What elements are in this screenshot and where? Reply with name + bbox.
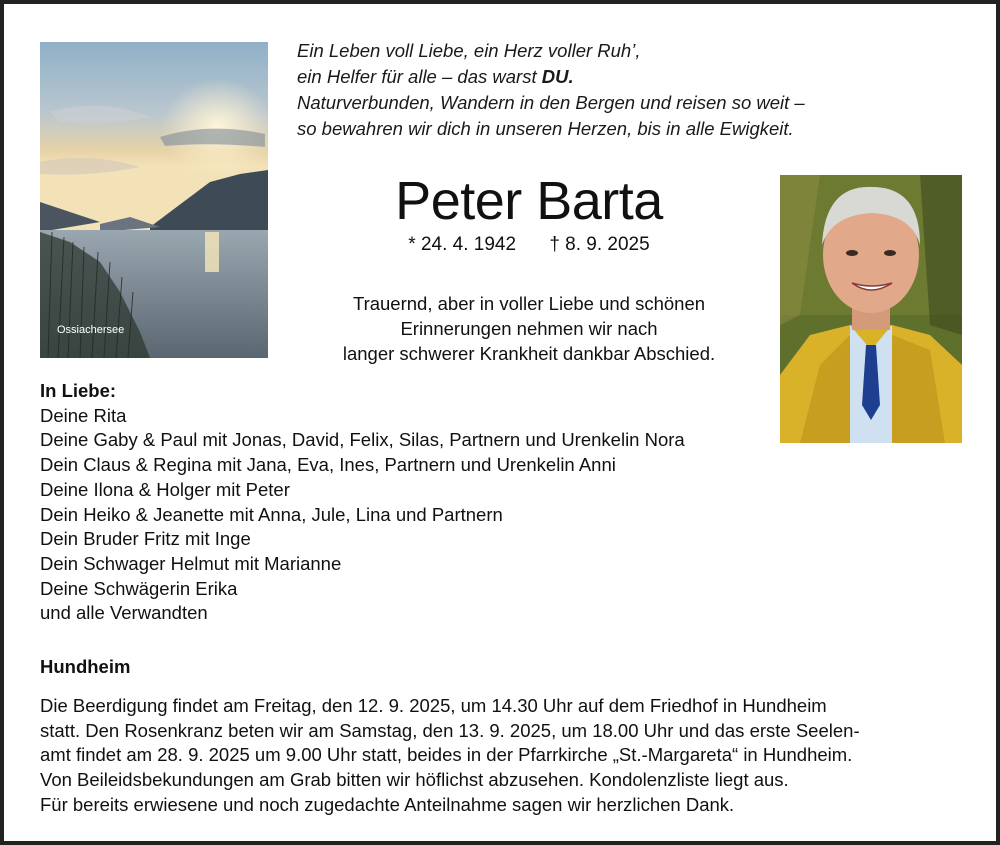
death-date: † 8. 9. 2025: [549, 234, 650, 255]
mourner-line: Deine Gaby & Paul mit Jonas, David, Felix, Silas, Partnern und Urenkelin Nora: [40, 429, 685, 451]
mourner-line: Dein Heiko & Jeanette mit Anna, Jule, Lina und Partnern: [40, 503, 503, 525]
birth-date: * 24. 4. 1942: [408, 234, 517, 255]
mourner-line: Deine Ilona & Holger mit Peter: [40, 478, 290, 500]
life-dates: [284, 232, 774, 258]
mourning-line: Erinnerungen nehmen wir nach: [400, 318, 658, 339]
notice-line: Von Beileidsbekundungen am Grab bitten wir höflichst abzusehen. Kondolenzliste liegt aus.: [40, 769, 789, 791]
poem-line: so bewahren wir dich in unseren Herzen, bis in alle Ewigkeit.: [297, 118, 794, 139]
funeral-notice: [40, 694, 970, 818]
mourner-line: Dein Claus & Regina mit Jana, Eva, Ines, Partnern und Urenkelin Anni: [40, 454, 616, 476]
mourner-line: Deine Schwägerin Erika: [40, 577, 238, 599]
mourner-line: Dein Bruder Fritz mit Inge: [40, 528, 251, 550]
photo-caption: Ossiachersee: [57, 324, 125, 336]
mourners-list: [40, 379, 780, 626]
lake-landscape-image: [40, 42, 268, 358]
notice-line: statt. Den Rosenkranz beten wir am Samstag, den 13. 9. 2025, um 18.00 Uhr und das erste Seelen-: [40, 719, 860, 741]
mourners-heading: In Liebe:: [40, 380, 117, 401]
poem-line: Naturverbunden, Wandern in den Bergen und reisen so weit –: [297, 92, 805, 113]
notice-line: amt findet am 28. 9. 2025 um 9.00 Uhr statt, beides in der Pfarrkirche „St.-Margareta“ in Hundheim.: [40, 744, 853, 766]
mourning-line: langer schwerer Krankheit dankbar Abschied.: [342, 343, 716, 364]
notice-line: Für bereits erwiesene und noch zugedachte Anteilnahme sagen wir herzlichen Dank.: [40, 793, 735, 815]
mourner-line: Dein Schwager Helmut mit Marianne: [40, 552, 342, 574]
mourner-line: und alle Verwandten: [40, 602, 208, 624]
lake-sunset-photo: [40, 42, 268, 358]
portrait-image: [780, 175, 962, 443]
place-heading: Hundheim: [40, 656, 131, 677]
poem-emphasis: DU.: [541, 66, 574, 87]
poem: [297, 38, 937, 142]
mourning-line: Trauernd, aber in voller Liebe und schönen: [352, 293, 706, 314]
deceased-name: Peter Barta: [395, 171, 663, 231]
portrait-photo: [780, 175, 962, 443]
mourner-line: Deine Rita: [40, 404, 127, 426]
notice-line: Die Beerdigung findet am Freitag, den 12. 9. 2025, um 14.30 Uhr auf dem Friedhof in Hundheim: [40, 695, 827, 716]
mourning-text: [284, 291, 774, 366]
poem-line: Ein Leben voll Liebe, ein Herz voller Ruh’,: [297, 40, 641, 61]
poem-line: ein Helfer für alle – das warst DU.: [297, 66, 574, 87]
